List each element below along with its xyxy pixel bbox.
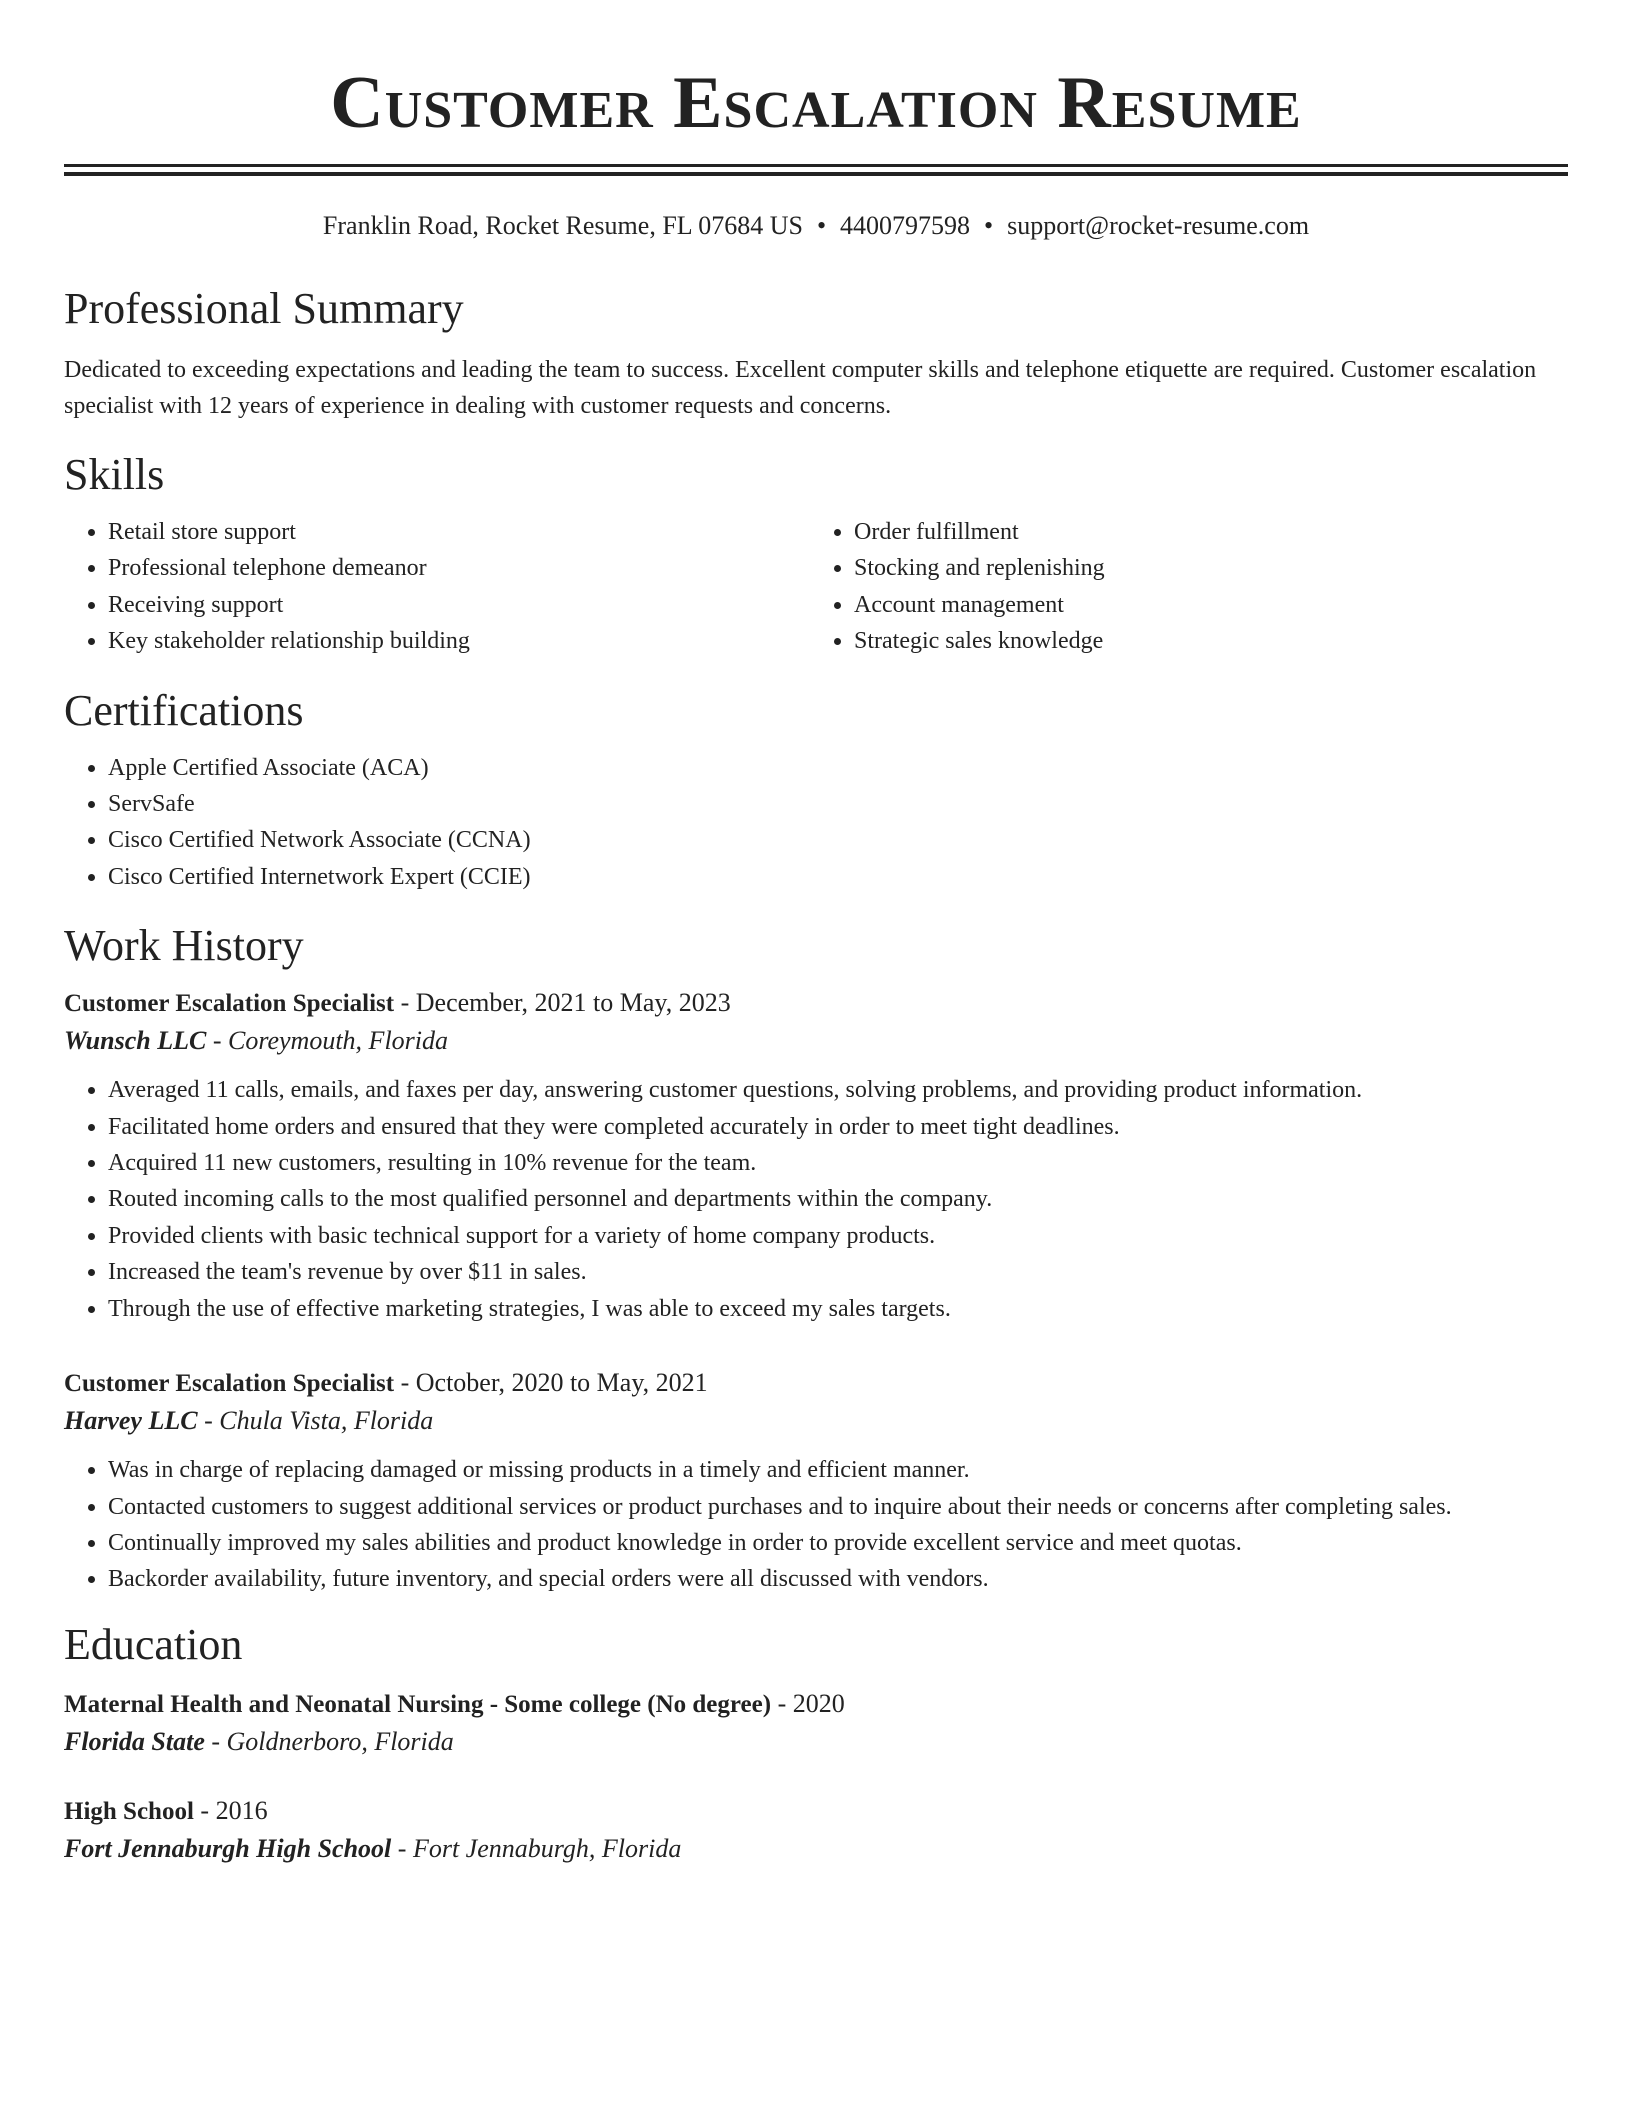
certification-item: • Apple Certified Associate (ACA): [108, 750, 1568, 786]
job-bullet: • Contacted customers to suggest additional services or product purchases and to inquire about their needs or concerns after completing sales.: [108, 1489, 1568, 1525]
education-degree: High School: [64, 1797, 194, 1825]
job-dates: - October, 2020 to May, 2021: [394, 1368, 708, 1398]
job-bullet: • Routed incoming calls to the most qualified personnel and departments within the company.: [108, 1181, 1568, 1217]
skill-item: • Key stakeholder relationship building: [108, 623, 806, 659]
education-year: - 2016: [193, 1795, 268, 1825]
job-bullets: [64, 1072, 1568, 1327]
education-degree-line: [64, 1686, 1568, 1723]
certification-item: • Cisco Certified Network Associate (CCNA): [108, 822, 1568, 858]
skill-item: • Professional telephone demeanor: [108, 550, 806, 586]
certifications-list: [64, 750, 1568, 896]
job-title-line: [64, 1365, 1568, 1402]
skill-item: • Receiving support: [108, 587, 806, 623]
job-title: Customer Escalation Specialist: [64, 990, 395, 1018]
job-bullet: • Acquired 11 new customers, resulting in 10% revenue for the team.: [108, 1145, 1568, 1181]
resume-page: [64, 0, 1568, 1868]
skills-heading: Skills: [64, 450, 165, 499]
job-dates: - December, 2021 to May, 2023: [394, 988, 731, 1018]
job-bullet: • Facilitated home orders and ensured that they were completed accurately in order to meet tight deadlines.: [108, 1109, 1568, 1145]
summary-text: Dedicated to exceeding expectations and leading the team to success. Excellent computer skills and telephone etiquette are required. Customer escalation specialist with 12 years of experience in dealing with customer requests and concerns.: [64, 357, 1537, 419]
education-school-line: [64, 1723, 1568, 1761]
job-bullet: • Backorder availability, future inventory, and special orders were all discussed with vendors.: [108, 1561, 1568, 1597]
resume-title: Customer Escalation Resume: [330, 62, 1302, 144]
summary-heading: Professional Summary: [64, 284, 464, 333]
job-bullets: [64, 1452, 1568, 1598]
contact-email: support@rocket-resume.com: [1007, 211, 1310, 240]
skill-item: • Account management: [854, 587, 1552, 623]
job-location: - Chula Vista, Florida: [197, 1406, 434, 1436]
job-bullet: • Through the use of effective marketing strategies, I was able to exceed my sales targets.: [108, 1291, 1568, 1327]
education-location: - Goldnerboro, Florida: [204, 1726, 454, 1756]
work-history-heading: Work History: [64, 921, 304, 971]
education-entry: [64, 1793, 1568, 1868]
job-entry: [64, 985, 1568, 1327]
job-bullet: • Was in charge of replacing damaged or missing products in a timely and efficient manner.: [108, 1452, 1568, 1488]
contact-separator: •: [984, 211, 994, 240]
certification-item: • ServSafe: [108, 786, 1568, 822]
job-company: Harvey LLC: [64, 1406, 198, 1436]
job-bullet: • Provided clients with basic technical support for a variety of home company products.: [108, 1218, 1568, 1254]
education-heading: Education: [64, 1619, 243, 1669]
education-year: - 2020: [771, 1688, 845, 1718]
certifications-heading: Certifications: [64, 685, 304, 735]
job-bullet: • Averaged 11 calls, emails, and faxes per day, answering customer questions, solving problems, and providing product information.: [108, 1072, 1568, 1108]
skills-list-right: [806, 514, 1552, 660]
job-bullet: • Continually improved my sales abilities and product knowledge in order to provide excellent service and meet quotas.: [108, 1525, 1568, 1561]
contact-phone: 4400797598: [840, 211, 971, 240]
education-school: Florida State: [64, 1726, 205, 1756]
skills-list-left: [64, 514, 806, 660]
job-company: Wunsch LLC: [64, 1026, 207, 1056]
education-school: Fort Jennaburgh High School: [64, 1833, 392, 1863]
education-school-line: [64, 1830, 1568, 1868]
skills-columns: [64, 514, 1568, 660]
skill-item: • Strategic sales knowledge: [854, 623, 1552, 659]
education-degree: Maternal Health and Neonatal Nursing - Some college (No degree): [64, 1690, 772, 1718]
job-title: Customer Escalation Specialist: [64, 1370, 395, 1398]
job-company-line: [64, 1402, 1568, 1440]
job-title-line: [64, 985, 1568, 1022]
education-degree-line: [64, 1793, 1568, 1830]
skill-item: • Order fulfillment: [854, 514, 1552, 550]
contact-separator: •: [816, 211, 827, 240]
job-bullet: • Increased the team's revenue by over $11 in sales.: [108, 1254, 1568, 1290]
skill-item: • Stocking and replenishing: [854, 550, 1552, 586]
contact-address: Franklin Road, Rocket Resume, FL 07684 US: [322, 211, 803, 240]
education-location: - Fort Jennaburgh, Florida: [391, 1833, 682, 1863]
title-divider: [64, 164, 1568, 176]
contact-line: [64, 210, 1568, 242]
job-location: - Coreymouth, Florida: [206, 1026, 449, 1056]
education-entry: [64, 1686, 1568, 1761]
job-company-line: [64, 1022, 1568, 1060]
job-entry: [64, 1365, 1568, 1598]
certification-item: • Cisco Certified Internetwork Expert (CCIE): [108, 859, 1568, 895]
skill-item: • Retail store support: [108, 514, 806, 550]
